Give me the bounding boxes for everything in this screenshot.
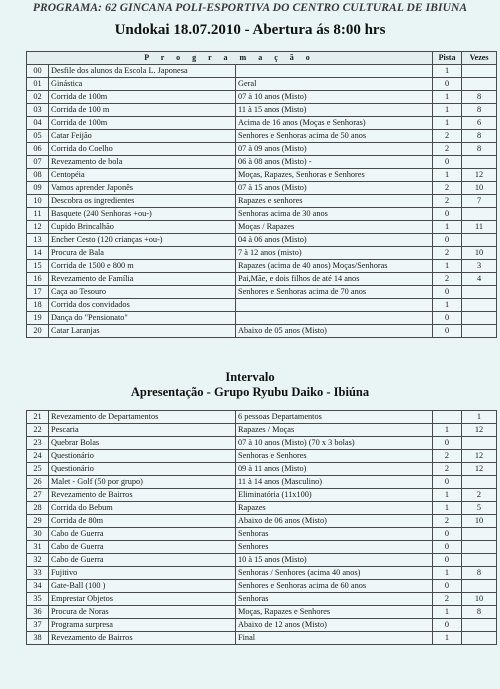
table-row [27,195,497,208]
category: 07 à 10 anos (Misto) (70 x 3 bolas) [236,437,433,450]
table-row [27,567,497,580]
pista-value: 0 [433,312,462,325]
row-number: 37 [27,619,49,632]
table-row [27,286,497,299]
table-row [27,632,497,645]
event-title: Undokai 18.07.2010 - Abertura ás 8:00 hrs [114,22,386,38]
category: Abaixo de 06 anos (Misto) [236,515,433,528]
pista-value: 1 [433,606,462,619]
vezes-value [462,476,497,489]
event-name: Fujitivo [49,567,236,580]
vezes-value: 8 [462,567,497,580]
category [236,312,433,325]
vezes-value [462,156,497,169]
row-number: 22 [27,424,49,437]
row-number: 38 [27,632,49,645]
row-number: 17 [27,286,49,299]
row-number: 24 [27,450,49,463]
table-row [27,411,497,424]
row-number: 21 [27,411,49,424]
vezes-value: 8 [462,606,497,619]
category: Abaixo de 05 anos (Misto) [236,325,433,338]
pista-value: 2 [433,130,462,143]
row-number: 25 [27,463,49,476]
row-number: 15 [27,260,49,273]
event-name: Encher Cesto (120 crianças +ou-) [49,234,236,247]
table-row [27,78,497,91]
event-name: Desfile dos alunos da Escola L. Japonesa [49,65,236,78]
table-row [27,437,497,450]
pista-value: 0 [433,541,462,554]
table-row [27,169,497,182]
table-row [27,156,497,169]
table-row [27,489,497,502]
vezes-value [462,541,497,554]
table-row [27,424,497,437]
event-name: Pescaria [49,424,236,437]
row-number: 10 [27,195,49,208]
row-number: 02 [27,91,49,104]
vezes-value: 8 [462,130,497,143]
row-number: 06 [27,143,49,156]
vezes-value: 11 [462,221,497,234]
row-number: 34 [27,580,49,593]
table-row [27,143,497,156]
table-row [27,476,497,489]
event-name: Caça ao Tesouro [49,286,236,299]
category: 07 à 10 anos (Misto) [236,91,433,104]
program-title: PROGRAMA: 62 GINCANA POLI-ESPORTIVA DO CENTRO CULTURAL DE IBIUNA [32,2,468,14]
interval-subtitle: Apresentação - Grupo Ryubu Daiko - Ibiúna [130,385,370,399]
vezes-value: 4 [462,273,497,286]
vezes-value [462,325,497,338]
pista-value: 1 [433,260,462,273]
table-row [27,91,497,104]
vezes-value: 7 [462,195,497,208]
row-number: 11 [27,208,49,221]
row-number: 09 [27,182,49,195]
vezes-value: 6 [462,117,497,130]
pista-value: 0 [433,437,462,450]
table-row [27,463,497,476]
pista-value: 1 [433,104,462,117]
row-number: 33 [27,567,49,580]
pista-value: 1 [433,169,462,182]
vezes-value [462,299,497,312]
pista-value: 1 [433,91,462,104]
category: Pai,Mãe, e dois filhos de até 14 anos [236,273,433,286]
category: Rapazes e senhores [236,195,433,208]
event-name: Revezamento de bola [49,156,236,169]
event-name: Quebrar Bolas [49,437,236,450]
pista-value: 0 [433,286,462,299]
table-row [27,593,497,606]
pista-value: 0 [433,325,462,338]
row-number: 28 [27,502,49,515]
event-name: Catar Feijão [49,130,236,143]
category: Acima de 16 anos (Moças e Senhoras) [236,117,433,130]
col-pista-header: Pista [433,52,462,65]
table-row [27,554,497,567]
event-name: Catar Laranjas [49,325,236,338]
category: Senhoras acima de 30 anos [236,208,433,221]
pista-value: 0 [433,208,462,221]
category: Geral [236,78,433,91]
table-row [27,130,497,143]
row-number: 03 [27,104,49,117]
category: 04 à 06 anos (Misto) [236,234,433,247]
pista-value: 0 [433,580,462,593]
pista-value: 1 [433,502,462,515]
table-row [27,450,497,463]
category: 7 à 12 anos (misto) [236,247,433,260]
category: 06 à 08 anos (Misto) - [236,156,433,169]
category: 6 pessoas Departamentos [236,411,433,424]
vezes-value: 3 [462,260,497,273]
category: Moças, Rapazes e Senhores [236,606,433,619]
event-name: Procura de Bala [49,247,236,260]
event-name: Corrida de 100m [49,91,236,104]
pista-value: 0 [433,528,462,541]
vezes-value: 10 [462,247,497,260]
pista-value: 1 [433,632,462,645]
pista-value: 1 [433,221,462,234]
row-number: 14 [27,247,49,260]
row-number: 36 [27,606,49,619]
row-number: 12 [27,221,49,234]
category: Senhores e Senhoras acima de 60 anos [236,580,433,593]
event-name: Emprestar Objetos [49,593,236,606]
category: 11 à 14 anos (Masculino) [236,476,433,489]
pista-value: 1 [433,65,462,78]
event-name: Cupido Brincalhão [49,221,236,234]
row-number: 08 [27,169,49,182]
row-number: 07 [27,156,49,169]
pista-value: 2 [433,273,462,286]
table-row [27,580,497,593]
pista-value: 2 [433,195,462,208]
category: Final [236,632,433,645]
event-name: Revezamento de Família [49,273,236,286]
pista-value: 0 [433,234,462,247]
table-row [27,247,497,260]
table-row [27,182,497,195]
event-name: Corrida de 100m [49,117,236,130]
event-name: Corrida de 1500 e 800 m [49,260,236,273]
event-name: Basquete (240 Senhoras +ou-) [49,208,236,221]
event-name: Vamos aprender Japonês [49,182,236,195]
table-row [27,208,497,221]
row-number: 30 [27,528,49,541]
vezes-value: 10 [462,515,497,528]
row-number: 00 [27,65,49,78]
category: 10 à 15 anos (Misto) [236,554,433,567]
category: Moças / Rapazes [236,221,433,234]
row-number: 26 [27,476,49,489]
programacao-body [27,65,497,338]
vezes-value [462,632,497,645]
vezes-value [462,234,497,247]
row-number: 01 [27,78,49,91]
event-name: Revezamento de Bairros [49,632,236,645]
table-row [27,260,497,273]
table-row [27,234,497,247]
event-name: Procura de Noras [49,606,236,619]
vezes-value: 10 [462,182,497,195]
pista-value: 2 [433,463,462,476]
pista-value [433,411,462,424]
vezes-value [462,312,497,325]
category: Abaixo de 12 anos (Misto) [236,619,433,632]
programacao-table [26,51,497,338]
vezes-value [462,528,497,541]
category: Rapazes [236,502,433,515]
category: 11 à 15 anos (Misto) [236,104,433,117]
event-name: Cabo de Guerra [49,528,236,541]
vezes-value: 10 [462,593,497,606]
event-name: Malet - Golf (50 por grupo) [49,476,236,489]
row-number: 18 [27,299,49,312]
row-number: 31 [27,541,49,554]
category: Senhoras [236,528,433,541]
row-number: 29 [27,515,49,528]
event-name: Corrida dos convidados [49,299,236,312]
vezes-value [462,208,497,221]
pista-value: 1 [433,117,462,130]
vezes-value: 8 [462,104,497,117]
category: 07 à 15 anos (Misto) [236,182,433,195]
category [236,65,433,78]
pista-value: 2 [433,593,462,606]
category: Senhoras [236,593,433,606]
row-number: 16 [27,273,49,286]
event-name: Centopéia [49,169,236,182]
table-row [27,541,497,554]
table-row [27,515,497,528]
category: Eliminatória (11x100) [236,489,433,502]
pista-value: 0 [433,554,462,567]
event-name: Revezamento de Bairros [49,489,236,502]
pista-value: 2 [433,143,462,156]
programacao-title: P r o g r a m a ç ã o [27,52,433,65]
table-row [27,299,497,312]
pista-value: 0 [433,156,462,169]
vezes-value: 2 [462,489,497,502]
event-name: Cabo de Guerra [49,541,236,554]
event-name: Descobra os ingredientes [49,195,236,208]
event-name: Ginástica [49,78,236,91]
table-row [27,273,497,286]
vezes-value [462,78,497,91]
pista-value: 1 [433,424,462,437]
table-row [27,606,497,619]
category: Moças, Rapazes, Senhoras e Senhores [236,169,433,182]
vezes-value [462,580,497,593]
category: Senhores e Senhoras acima de 50 anos [236,130,433,143]
vezes-value: 12 [462,424,497,437]
row-number: 05 [27,130,49,143]
interval-title: Intervalo [225,370,275,384]
event-name: Corrida de 80m [49,515,236,528]
row-number: 35 [27,593,49,606]
second-half-table [26,410,497,645]
category: Rapazes / Moças [236,424,433,437]
row-number: 19 [27,312,49,325]
vezes-value: 1 [462,411,497,424]
table-row [27,221,497,234]
vezes-value [462,437,497,450]
category [236,299,433,312]
event-name: Programa surpresa [49,619,236,632]
col-vezes-header: Vezes [462,52,497,65]
table-row [27,65,497,78]
pista-value: 1 [433,567,462,580]
vezes-value [462,65,497,78]
vezes-value: 8 [462,91,497,104]
second-half-body [27,411,497,645]
event-name: Corrida de 100 m [49,104,236,117]
table-row [27,117,497,130]
table-row [27,619,497,632]
event-name: Revezamento de Departamentos [49,411,236,424]
pista-value: 2 [433,182,462,195]
row-number: 23 [27,437,49,450]
pista-value: 1 [433,489,462,502]
row-number: 32 [27,554,49,567]
event-name: Dança do "Pensionato" [49,312,236,325]
table-header-row [27,52,497,65]
table-row [27,528,497,541]
table-row [27,502,497,515]
row-number: 20 [27,325,49,338]
pista-value: 0 [433,619,462,632]
pista-value: 0 [433,78,462,91]
category: 09 à 11 anos (Misto) [236,463,433,476]
pista-value: 2 [433,247,462,260]
vezes-value: 12 [462,463,497,476]
vezes-value: 12 [462,169,497,182]
event-name: Questionário [49,450,236,463]
pista-value: 1 [433,299,462,312]
category: Senhores [236,541,433,554]
vezes-value [462,619,497,632]
category: Rapazes (acima de 40 anos) Moças/Senhoras [236,260,433,273]
table-row [27,312,497,325]
category: Senhoras / Senhores (acima 40 anos) [236,567,433,580]
vezes-value: 12 [462,450,497,463]
category: 07 à 09 anos (Misto) [236,143,433,156]
category: Senhoras e Senhores [236,450,433,463]
vezes-value: 5 [462,502,497,515]
vezes-value: 8 [462,143,497,156]
table-row [27,325,497,338]
row-number: 13 [27,234,49,247]
vezes-value [462,554,497,567]
event-name: Questionário [49,463,236,476]
pista-value: 0 [433,476,462,489]
table-row [27,104,497,117]
event-name: Corrida do Bebum [49,502,236,515]
row-number: 27 [27,489,49,502]
event-name: Gate-Ball (100 ) [49,580,236,593]
pista-value: 2 [433,450,462,463]
category: Senhores e Senhoras acima de 70 anos [236,286,433,299]
pista-value: 2 [433,515,462,528]
event-name: Corrida do Coelho [49,143,236,156]
vezes-value [462,286,497,299]
event-name: Cabo de Guerra [49,554,236,567]
row-number: 04 [27,117,49,130]
